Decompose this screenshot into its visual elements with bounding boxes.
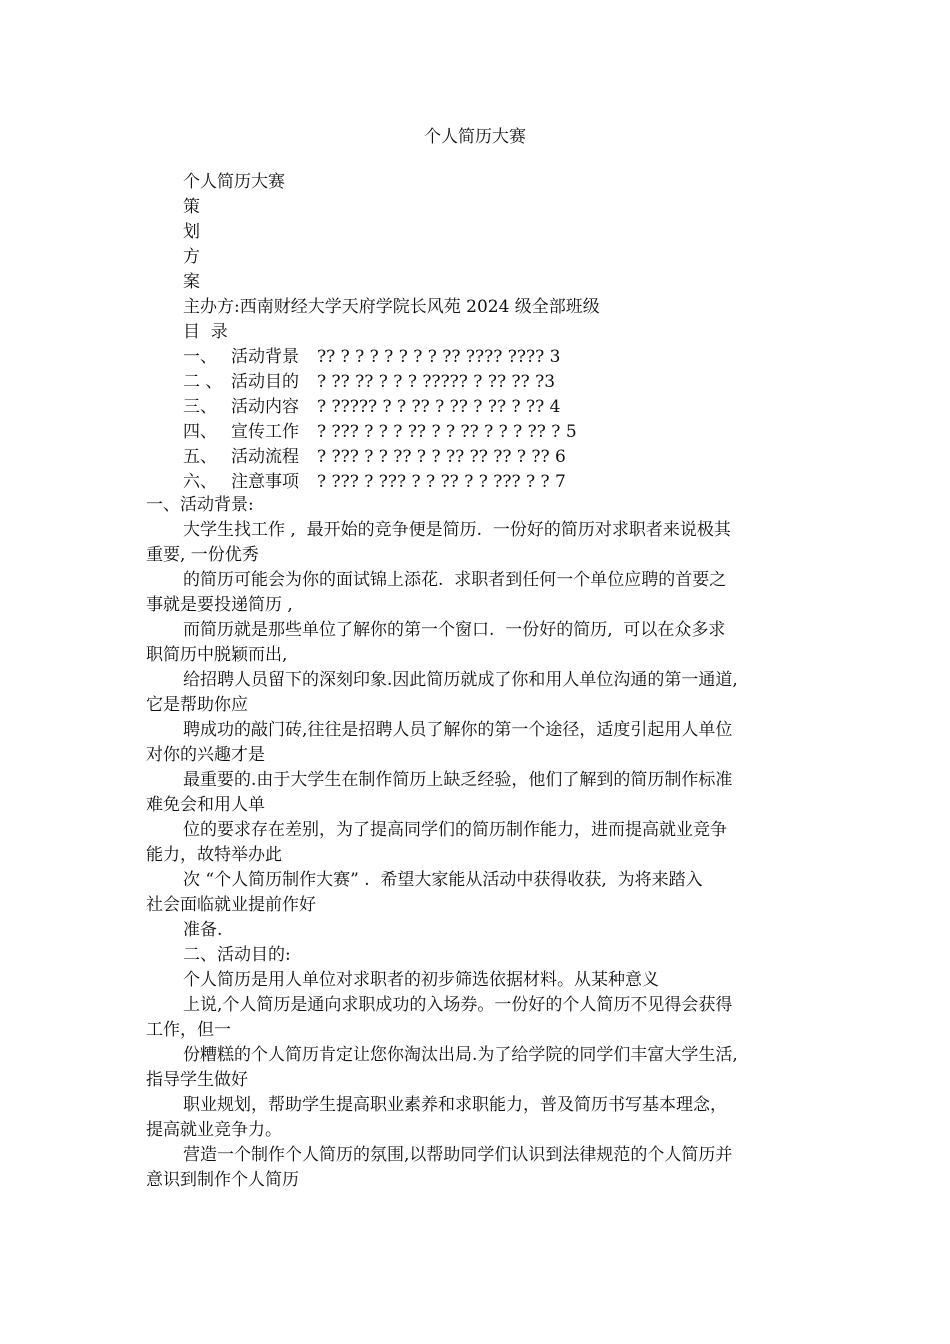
text-line: 上说,个人简历是通向求职成功的入场券。一份好的个人简历不见得会获得 xyxy=(183,995,733,1015)
cover-char: 策 xyxy=(183,197,200,217)
toc-item-num: 一、 xyxy=(183,347,217,367)
text-line: 难免会和用人单 xyxy=(146,795,265,815)
text-line: 聘成功的敲门砖,往往是招聘人员了解你的第一个途径，适度引起用人单位 xyxy=(183,720,733,740)
toc-item-title: 活动背景 xyxy=(231,347,299,367)
toc-item-dots: ? ?? ?? ? ? ? ????? ? ?? ?? ?3 xyxy=(317,372,556,392)
text-line: 最重要的.由于大学生在制作简历上缺乏经验，他们了解到的简历制作标准 xyxy=(183,770,733,790)
toc-item-title: 注意事项 xyxy=(231,472,299,492)
text-line: 它是帮助你应 xyxy=(146,695,248,715)
table-of-contents xyxy=(183,345,600,492)
text-line: 能力，故特举办此 xyxy=(146,845,282,865)
toc-item xyxy=(183,370,600,395)
text-line: 个人简历是用人单位对求职者的初步筛选依据材料。从某种意义 xyxy=(183,970,659,990)
cover-char: 划 xyxy=(183,222,200,242)
document-body xyxy=(146,493,826,1193)
organizer-line: 主办方:西南财经大学天府学院长风苑 2024 级全部班级 xyxy=(183,297,600,317)
text-line: 份糟糕的个人简历肯定让您你淘汰出局.为了给学院的同学们丰富大学生活, xyxy=(183,1045,738,1065)
section-heading: 二、活动目的: xyxy=(183,945,291,965)
toc-item-num: 二 、 xyxy=(183,372,223,392)
text-line: 给招聘人员留下的深刻印象.因此简历就成了你和用人单位沟通的第一通道, xyxy=(183,670,738,690)
text-line: 事就是要投递简历 , xyxy=(146,595,293,615)
text-line: 对你的兴趣才是 xyxy=(146,745,265,765)
cover-char: 案 xyxy=(183,272,200,292)
section-background-text xyxy=(146,518,826,943)
text-line: 的简历可能会为你的面试锦上添花. 求职者到任何一个单位应聘的首要之 xyxy=(183,570,727,590)
text-line: 而简历就是那些单位了解你的第一个窗口. 一份好的简历, 可以在众多求 xyxy=(183,620,726,640)
cover-char: 方 xyxy=(183,247,200,267)
toc-item-title: 宣传工作 xyxy=(231,422,299,442)
text-line: 意识到制作个人简历 xyxy=(146,1170,299,1190)
text-line: 职业规划，帮助学生提高职业素养和求职能力，普及简历书写基本理念， xyxy=(183,1095,727,1115)
toc-item-dots: ? ????? ? ? ?? ? ?? ? ?? ? ?? 4 xyxy=(317,397,561,417)
toc-item xyxy=(183,420,600,445)
text-line: 准备. xyxy=(183,920,223,940)
toc-item-dots: ?? ? ? ? ? ? ? ? ?? ???? ???? 3 xyxy=(317,347,561,367)
toc-item-num: 四、 xyxy=(183,422,217,442)
text-line: 社会面临就业提前作好 xyxy=(146,895,316,915)
text-line: 位的要求存在差别，为了提高同学们的简历制作能力，进而提高就业竞争 xyxy=(183,820,727,840)
text-line: 大学生找工作 , 最开始的竞争便是简历. 一份好的简历对求职者来说极其 xyxy=(183,520,731,540)
section-purpose-text xyxy=(146,968,826,1193)
section-heading: 一、活动背景: xyxy=(146,495,254,515)
text-line: 营造一个制作个人简历的氛围,以帮助同学们认识到法律规范的个人简历并 xyxy=(183,1145,733,1165)
toc-item xyxy=(183,345,600,370)
text-line: 次 “个人简历制作大赛” . 希望大家能从活动中获得收获, 为将来踏入 xyxy=(183,870,703,890)
cover-block xyxy=(183,170,600,492)
toc-item-title: 活动内容 xyxy=(231,397,299,417)
text-line: 指导学生做好 xyxy=(146,1070,248,1090)
toc-item xyxy=(183,395,600,420)
toc-item-num: 五、 xyxy=(183,447,217,467)
toc-item-title: 活动目的 xyxy=(231,372,299,392)
toc-item-dots: ? ??? ? ??? ? ? ?? ? ? ??? ? ? 7 xyxy=(317,472,566,492)
text-line: 工作，但一 xyxy=(146,1020,231,1040)
toc-item xyxy=(183,470,600,495)
text-line: 提高就业竞争力。 xyxy=(146,1120,282,1140)
toc-item-num: 三、 xyxy=(183,397,217,417)
page-title: 个人简历大赛 xyxy=(424,127,526,147)
toc-item-dots: ? ??? ? ? ? ?? ? ? ?? ? ? ? ?? ? 5 xyxy=(317,422,577,442)
toc-item-title: 活动流程 xyxy=(231,447,299,467)
text-line: 重要, 一份优秀 xyxy=(146,545,259,565)
cover-title: 个人简历大赛 xyxy=(183,172,285,192)
toc-item-dots: ? ??? ? ? ?? ? ? ?? ?? ?? ? ?? 6 xyxy=(317,447,566,467)
toc-item-num: 六、 xyxy=(183,472,217,492)
text-line: 职简历中脱颖而出, xyxy=(146,645,288,665)
toc-item xyxy=(183,445,600,470)
toc-heading: 目 录 xyxy=(183,322,228,342)
